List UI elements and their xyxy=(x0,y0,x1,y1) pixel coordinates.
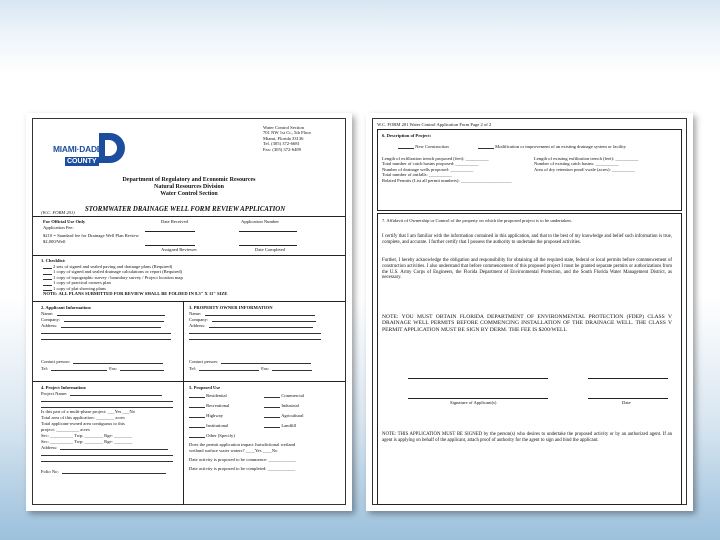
form-page-2-frame xyxy=(372,118,687,505)
applicant-fields: Name: Company: Address: xyxy=(41,311,171,341)
address-block: Water Control Section 701 NW 1st Ct., 5th Floor Miami, Florida 33136 Tel. (305) 372-6681 Fax: (305) 372-6489 xyxy=(263,125,312,152)
certify-paragraph: I certify that I am familiar with the information contained in this application, and that to the best of my knowledge and belief such information is true, complete, and accurate. I further certify that I possess the authority to undertake the proposed activities. xyxy=(382,234,672,245)
proposed-use-options: Residential Commercial Recreational Industrial Highway Agricultural Institutional Landfill Other (Specify) Does the permit application impact Jurisdictional wetland wetland surface water waters? ____Yes ____No Date activity is proposed to be commence: ____________ Date activity is proposed to be completed: ____________ xyxy=(189,393,305,471)
page-2-header: W.C. FORM 201 Water Control Application Form Page 2 of 2 xyxy=(377,122,492,127)
signature-label: Signature of Applicant(s) xyxy=(450,400,497,405)
proposed-use-title: 5. Proposed Use xyxy=(189,385,221,390)
checklist-title: 1. Checklist: xyxy=(41,258,66,263)
dept-title: Department of Regulatory and Economic Resources Natural Resources Division Water Control Section xyxy=(122,177,256,197)
final-note: NOTE: THIS APPLICATION MUST BE SIGNED by the person(s) who desires to undertake the proposed activity or by an authorized agent. If an agent is applying on behalf of the applicant, attach proof of authority for the agent to sign and bind the applicant. xyxy=(382,432,672,443)
description-box: 6. Description of Project: New Construction Modification or improvement of an existing drainage system or facility Length of exfiltration trench proposed (feet): __________ Total number of catch basins proposed: __________ Number of drainage wells proposed: __________ Total number of outfalls: __________ Related Permits (List all permit numbers): ______________________ Length of existing exfiltration trench (feet): __________ Number of existing catch basins: __________ Area of dry retention pond/ swale (acres): __________ xyxy=(377,129,682,211)
form-page-1 xyxy=(26,113,352,511)
form-title: STORMWATER DRAINAGE WELL FORM REVIEW APPLICATION xyxy=(85,206,286,213)
checklist: 2 sets of signed and sealed paving and drainage plans (Required) 1 copy of signed and sealed drainage calculations or report (Required) 1 copy of topographic survey / boundary survey / Project location map 1 copy of practical owners plan 1 copy of plat showing plans NOTE: ALL PLANS SUBMITTED FOR REVIEW SHALL BE FOLDED IN 8.5" X 11" SIZE xyxy=(43,264,228,297)
slide-header-band xyxy=(0,0,720,74)
owner-title: 3. PROPERTY OWNER INFORMATION xyxy=(189,305,273,310)
form-page-1-frame: MIAMI·DADE COUNTY Water Control Section 701 NW 1st Ct., 5th Floor Miami, Florida 33136 Tel. (305) 372-6681 Fax: (305) 372-6489 Department of Regulatory and Economic Resources Natural Resources Division Water Control Section (W.C. FORM 201) STORMWATER DRAINAGE WELL FORM REVIEW APPLICATION For Official Use Only Date Received Application Number Application Fee: $210 = Standard fee for Drainage Well Plan Review $2,000/Well Assigned Reviewer Date Completed 1. Checklist: 2 sets of signed and sealed paving and drainage plans (Required) 1 copy of signed and sealed drainage calculations or report (Required) 1 copy of topographic survey / boundary survey / Project location map 1 copy of practical owners plan 1 copy of plat showing plans NOTE: ALL PLANS SUBMITTED FOR REVIEW SHALL BE FOLDED IN 8.5" X 11" SIZE 2. Applicant Information: Name: Company: Address: Contact person: Tel: Fax: 3. PROPERTY OWNER INFORMATION Name: Company: Address: Contact person: Tel: Fax: 4. Project Information: Project Name: Is this part of a multi-phase project: ___Yes ___No Total area of this application: ________ acres Total applicant-owned area contiguous to this project: __________ acres Sec: __________ Twp: ________ Rge: ________ Sec: __________ Twp: ________ Rge: ________ Address: Folio No: 5. Proposed Use Residential Commercial Recreational Industrial Highway Agricultural Institutional Landfill Other (Specify) Does the permit application impact Jurisdictional wetland wetland surface water waters? ____Yes ____No Date activity is proposed to be commence: ____________ Date activity is proposed to be completed: ____________ xyxy=(32,118,346,505)
project-title: 4. Project Information: xyxy=(41,385,87,390)
form-code: (W.C. FORM 201) xyxy=(41,210,75,215)
date-label: Date xyxy=(622,400,631,405)
fdep-note: NOTE: YOU MUST OBTAIN FLORIDA DEPARTMENT OF ENVIRONMENTAL PROTECTION (FDEP) CLASS V DRAINAGE WELL PERMITS BEFORE COMMENCING INSTALLATION OF THE DRAINAGE WELL. THE CLASS V PERMIT APPLICATION MUST BE SIGN BY DERM. THE FEE IS $200/WELL xyxy=(382,314,672,333)
affidavit-box: 7. Affidavit of Ownership or Control of the property on which the proposed project is to be undertaken. I certify that I am familiar with the information contained in this application, and that to the best of my knowledge and belief such information is true, complete, and accurate. I further certify that I possess the authority to undertake the proposed activities. Further, I hereby acknowledge the obligation and responsibility for obtaining all the required state, federal or local permits before commencement of construction activities. I also understand that before commencement of this proposed project I must be granted separate permits or authorizations from the U.S. Army Corps of Engineers, the Florida Department of Environmental Protection, and the South Florida Water Management District, as necessary. NOTE: YOU MUST OBTAIN FLORIDA DEPARTMENT OF ENVIRONMENTAL PROTECTION (FDEP) CLASS V DRAINAGE WELL PERMITS BEFORE COMMENCING INSTALLATION OF THE DRAINAGE WELL. THE CLASS V PERMIT APPLICATION MUST BE SIGN BY DERM. THE FEE IS $200/WELL Signature of Applicant(s) Date NOTE: THIS APPLICATION MUST BE SIGNED by the person(s) who desires to undertake the proposed activity or by an authorized agent. If an agent is applying on behalf of the applicant, attach proof of authority for the agent to sign and bind the applicant. xyxy=(377,213,682,505)
official-use-label: For Official Use Only xyxy=(43,219,86,224)
acknowledge-paragraph: Further, I hereby acknowledge the obligation and responsibility for obtaining all the required state, federal or local permits before commencement of construction activities. I also understand that before commencement of this proposed project I must be granted separate permits or authorizations from the U.S. Army Corps of Engineers, the Florida Department of Environmental Protection, and the South Florida Water Management District, as necessary. xyxy=(382,258,672,281)
miami-dade-logo: MIAMI·DADE COUNTY xyxy=(53,133,129,173)
applicant-title: 2. Applicant Information: xyxy=(41,305,92,310)
form-page-2 xyxy=(366,113,693,511)
project-fields: Project Name: Is this part of a multi-phase project: ___Yes ___No Total area of this application: ________ acres Total applicant-owned area contiguous to this project: __________ acres Sec: __________ Twp: ________ Rge: ________ Sec: __________ Twp: ________ Rge: ________ Address: Folio No: xyxy=(41,391,173,475)
owner-fields: Name: Company: Address: xyxy=(189,311,321,341)
